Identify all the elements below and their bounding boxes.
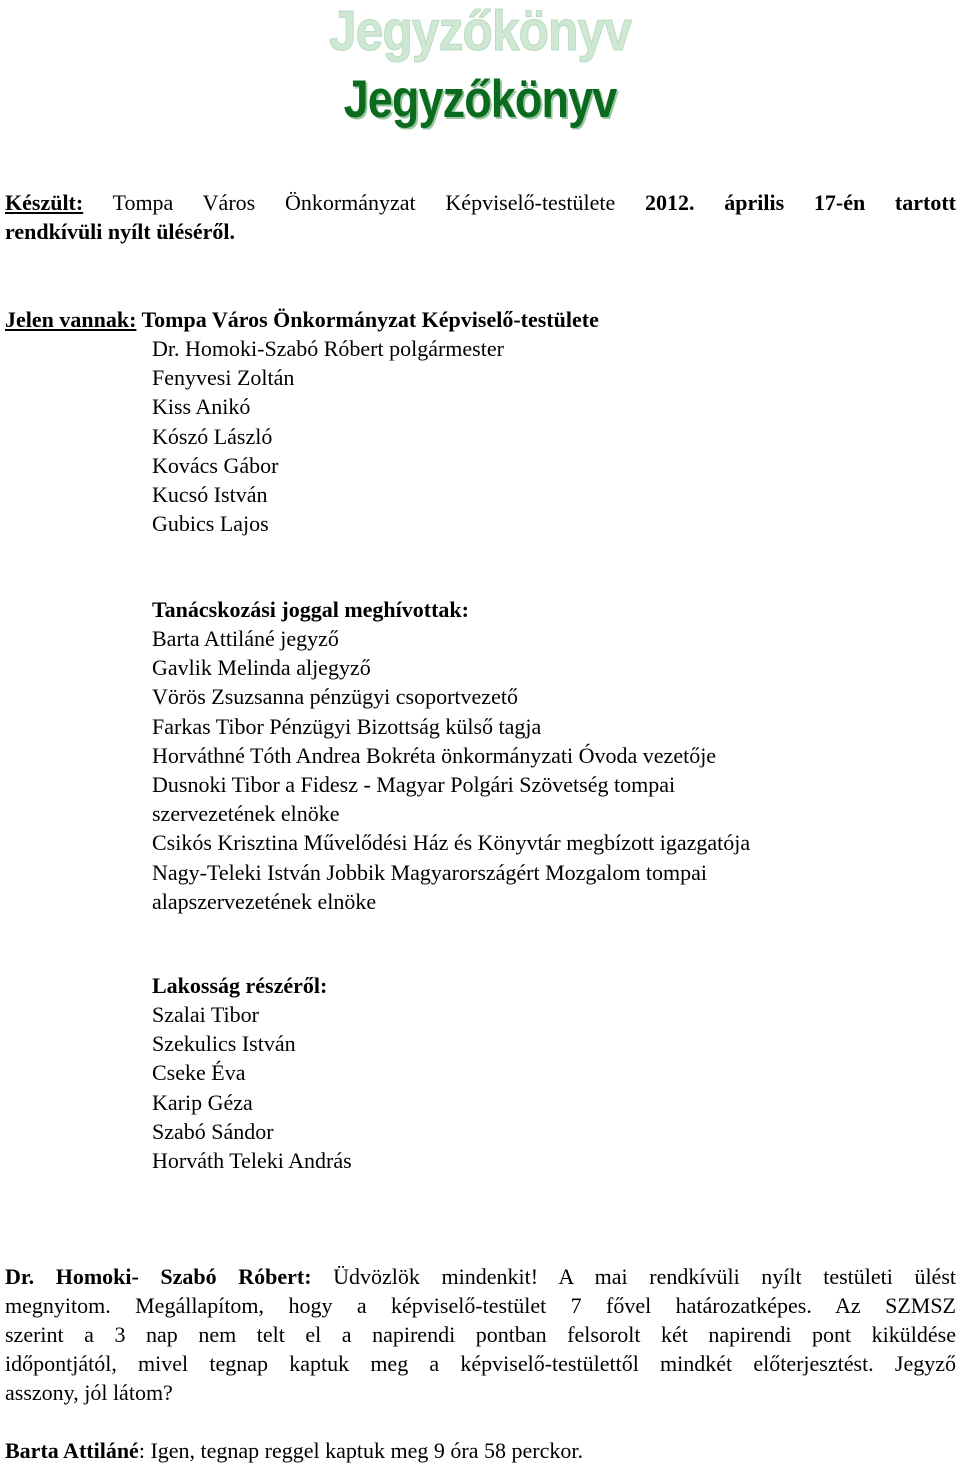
public-member: Szekulics István xyxy=(152,1031,296,1057)
invited-member: Vörös Zsuzsanna pénzügyi csoportvezető xyxy=(152,684,518,710)
present-label: Jelen vannak: xyxy=(5,307,137,332)
public-member: Cseke Éva xyxy=(152,1060,246,1086)
present-member: Dr. Homoki-Szabó Róbert polgármester xyxy=(152,336,504,361)
invited-member: szervezetének elnöke xyxy=(152,801,340,827)
public-member: Szabó Sándor xyxy=(152,1118,274,1144)
invited-member: Dusnoki Tibor a Fidesz - Magyar Polgári Szövetség tompai xyxy=(152,772,676,798)
speech1-line-4: időpontjától, mivel tegnap kaptuk meg a képviselő-testülettől mindkét előterjesztést. Jegyző xyxy=(5,1351,956,1376)
speech1-line-1 xyxy=(5,1262,956,1291)
speech2-line xyxy=(5,1436,583,1465)
invited-member: Barta Attiláné jegyző xyxy=(152,626,339,651)
present-member: Kószó László xyxy=(152,423,273,449)
speech1-line-5: asszony, jól látom? xyxy=(5,1380,173,1405)
speech2-speaker: Barta Attiláné xyxy=(5,1438,139,1463)
intro-line-2: rendkívüli nyílt üléséről. xyxy=(5,219,236,244)
invited-member: alapszervezetének elnöke xyxy=(152,888,377,914)
intro-text: Tompa Város Önkormányzat Képviselő-testülete xyxy=(112,190,616,215)
speech1-line-3: szerint a 3 nap nem telt el a napirendi pontban felsorolt két napirendi pont kiküldése xyxy=(5,1322,956,1347)
invited-member: Horváthné Tóth Andrea Bokréta önkormányzati Óvoda vezetője xyxy=(152,742,717,768)
public-member: Karip Géza xyxy=(152,1089,253,1115)
intro-line-1 xyxy=(5,188,956,217)
present-line xyxy=(5,305,599,334)
public-member: Horváth Teleki András xyxy=(152,1148,352,1174)
invited-member: Csikós Krisztina Művelődési Ház és Könyvtár megbízott igazgatója xyxy=(152,830,751,856)
speech1-text-1: Üdvözlök mindenkit! A mai rendkívüli nyílt testületi ülést xyxy=(333,1264,956,1289)
present-member: Kucsó István xyxy=(152,482,268,508)
public-members-list xyxy=(152,1000,352,1175)
public-member: Szalai Tibor xyxy=(152,1002,259,1027)
document-title: Jegyzőkönyv xyxy=(343,69,617,129)
intro-date: 2012. április 17-én tartott xyxy=(645,190,957,215)
present-members-list xyxy=(152,334,504,538)
invited-member: Farkas Tibor Pénzügyi Bizottság külső tagja xyxy=(152,713,542,739)
invited-members-list xyxy=(152,624,750,916)
invited-member: Nagy-Teleki István Jobbik Magyarországért Mozgalom tompai xyxy=(152,859,708,885)
speech1-speaker: Dr. Homoki- Szabó Róbert: xyxy=(5,1264,312,1289)
intro-label: Készült: xyxy=(5,190,84,215)
public-label: Lakosság részéről: xyxy=(152,973,328,998)
present-member: Kovács Gábor xyxy=(152,452,279,478)
invited-label: Tanácskozási joggal meghívottak: xyxy=(152,597,469,622)
present-member: Gubics Lajos xyxy=(152,511,269,537)
present-member: Kiss Anikó xyxy=(152,394,251,420)
speech2-text: : Igen, tegnap reggel kaptuk meg 9 óra 58 perckor. xyxy=(138,1438,583,1463)
invited-member: Gavlik Melinda aljegyző xyxy=(152,655,371,681)
speech1-line-2: megnyitom. Megállapítom, hogy a képviselő-testület 7 fővel határozatképes. Az SZMSZ xyxy=(5,1293,956,1318)
present-body: Tompa Város Önkormányzat Képviselő-testülete xyxy=(141,307,599,332)
present-member: Fenyvesi Zoltán xyxy=(152,365,295,391)
title-watermark: Jegyzőkönyv xyxy=(329,0,631,63)
